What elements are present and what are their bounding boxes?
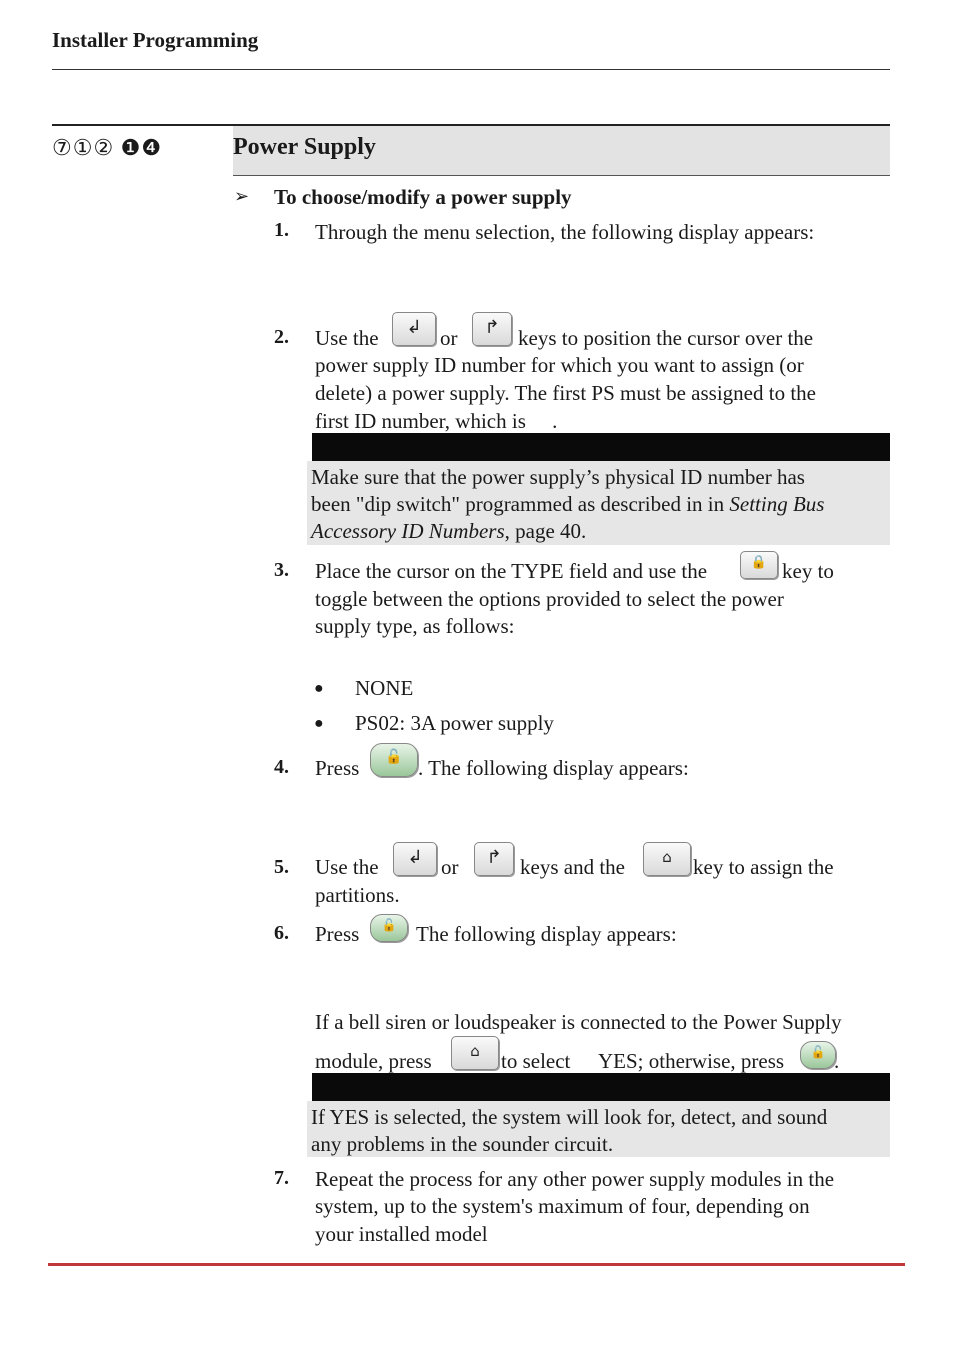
note-text: If YES is selected, the system will look for, detect, and sound — [311, 1105, 828, 1129]
bullet-icon: ● — [314, 715, 324, 732]
lock-icon: 🔒 — [740, 551, 778, 579]
note-text: Make sure that the power supply’s physical ID number has — [311, 465, 805, 489]
step-number: 6. — [274, 922, 289, 944]
note-reference: Setting Bus — [729, 492, 825, 516]
step-text: keys to position the cursor over the — [518, 326, 814, 350]
step-text: or — [440, 326, 458, 350]
step-text: supply type, as follows: — [315, 614, 515, 638]
step-text: your installed model — [315, 1222, 488, 1246]
note-text: any problems in the sounder circuit. — [311, 1132, 614, 1156]
note-text: been "dip switch" programmed as described in in Setting Bus — [311, 492, 825, 516]
section-title: Power Supply — [233, 134, 376, 160]
option-item: NONE — [355, 676, 414, 700]
step-text: delete) a power supply. The first PS must be assigned to the — [315, 381, 816, 405]
footer-rule — [48, 1263, 905, 1266]
step-text: system, up to the system's maximum of four, depending on — [315, 1194, 810, 1218]
step-number: 4. — [274, 756, 289, 778]
step-text: Through the menu selection, the following display appears: — [315, 220, 815, 244]
step-text: key to — [782, 559, 834, 583]
note-reference: Accessory ID Numbers — [311, 519, 505, 543]
step-text: Press — [315, 922, 360, 946]
step-number: 5. — [274, 856, 289, 878]
home-icon: ⌂ — [451, 1036, 499, 1070]
return-arrow-icon: ↱ — [474, 842, 514, 876]
step-text: Press — [315, 756, 360, 780]
step-text: Use the — [315, 855, 379, 879]
procedure-heading: To choose/modify a power supply — [274, 185, 572, 209]
step-text: first ID number, which is . — [315, 409, 558, 433]
key-sequence: ⑦①② ❶❹ — [52, 135, 163, 160]
step-text: keys and the — [520, 855, 625, 879]
bell-text: module, press — [315, 1049, 432, 1073]
note-header-bar — [312, 1073, 890, 1101]
step-number: 2. — [274, 326, 289, 348]
home-icon: ⌂ — [643, 842, 691, 876]
green-unlock-icon: 🔓 — [800, 1041, 836, 1069]
step-text: key to assign the — [693, 855, 834, 879]
option-item: PS02: 3A power supply — [355, 711, 554, 735]
bell-text: to select — [501, 1049, 571, 1073]
step-number: 3. — [274, 559, 289, 581]
bell-text: YES; otherwise, press — [598, 1049, 785, 1073]
header-rule — [52, 69, 890, 70]
enter-arrow-icon: ↲ — [392, 312, 436, 346]
step-text: Place the cursor on the TYPE field and use the — [315, 559, 708, 583]
enter-arrow-icon: ↲ — [393, 842, 437, 876]
step-text: partitions. — [315, 883, 400, 907]
bell-text: . — [834, 1049, 840, 1073]
step-text: Repeat the process for any other power supply modules in the — [315, 1167, 835, 1191]
step-number: 1. — [274, 219, 289, 241]
note-header-bar — [312, 433, 890, 461]
procedure-arrow-icon: ➢ — [234, 186, 250, 206]
return-arrow-icon: ↱ — [472, 312, 512, 346]
step-text: . The following display appears: — [418, 756, 689, 780]
green-unlock-icon: 🔓 — [370, 743, 418, 777]
running-header: Installer Programming — [52, 28, 259, 52]
step-text: The following display appears: — [416, 922, 677, 946]
green-unlock-icon: 🔓 — [370, 914, 408, 942]
step-number: 7. — [274, 1167, 289, 1189]
step-text: power supply ID number for which you want to assign (or — [315, 353, 804, 377]
step-text: or — [441, 855, 459, 879]
step-text: Use the — [315, 326, 379, 350]
bell-text: If a bell siren or loudspeaker is connected to the Power Supply — [315, 1010, 842, 1034]
note-text: Accessory ID Numbers, page 40. — [311, 519, 587, 543]
bullet-icon: ● — [314, 680, 324, 697]
step-text: toggle between the options provided to select the power — [315, 587, 784, 611]
